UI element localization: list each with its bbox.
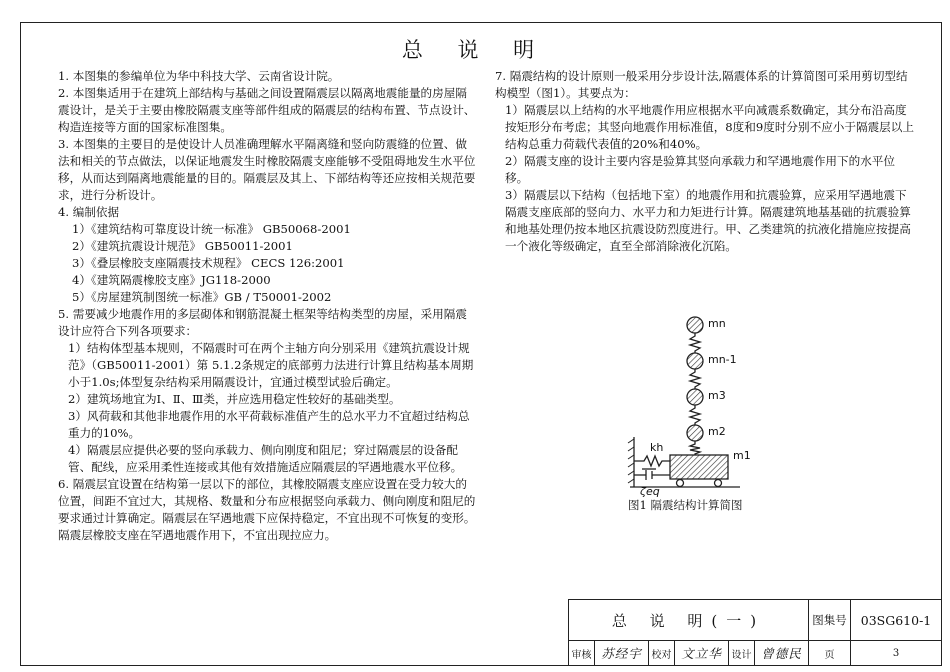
sheet-title: 总 说 明(一) (569, 600, 809, 640)
atlas-number-label: 图集号 (809, 600, 851, 640)
title-block (568, 599, 942, 666)
design-signature: 曾德民 (755, 640, 809, 666)
para-2: 2. 本图集适用于在建筑上部结构与基础之间设置隔震层以隔离地震能量的房屋隔震设计，是关于主要由橡胶隔震支座等部件组成的隔震层的结构布置、节点设计、构造连接等方面的国家标准图集。 (58, 86, 476, 134)
isolation-model-figure (600, 305, 820, 498)
para-5: 5. 需要减少地震作用的多层砌体和钢筋混凝土框架等结构类型的房屋，采用隔震设计应符合下列各项要求： (58, 307, 467, 338)
design-point-item: 1）隔震层以上结构的水平地震作用应根据水平向减震系数确定，其分布沿高度按矩形分布考虑；其竖向地震作用标准值，8度和9度时分别不应小于隔震层以上结构总重力荷载代表值的20%和40%。 (505, 103, 914, 151)
design-point-item: 3）隔震层以下结构（包括地下室）的地震作用和抗震验算，应采用罕遇地震下隔震支座底部的竖向力、水平力和力矩进行计算。隔震建筑地基基础的抗震验算和地基处理仍按本地区抗震设防烈度进行。甲、乙类建筑的抗液化措施应按提高一个液化等级确定，直至全部消除液化沉陷。 (505, 188, 911, 253)
right-column (495, 68, 915, 255)
para-1: 1. 本图集的参编单位为华中科技大学、云南省设计院。 (58, 69, 340, 83)
requirement-item: 1）结构体型基本规则，不隔震时可在两个主轴方向分别采用《建筑抗震设计规范》（GB50011-2001）第 5.1.2条规定的底部剪力法进行计算且结构基本周期小于1.0s;体型复杂结构采用隔震设计，宜通过模型试验后确定。 (68, 341, 474, 389)
title-block-row-2 (569, 640, 941, 666)
review-signature: 苏经宇 (595, 640, 649, 666)
check-label: 校对 (649, 640, 675, 666)
para-6: 6. 隔震层宜设置在结构第一层以下的部位，其橡胶隔震支座应设置在受力较大的位置，间距不宜过大，其规格、数量和分布应根据竖向承载力、侧向刚度和阻尼的要求通过计算确定。隔震层在罕遇地震下应保持稳定，不宜出现不可恢复的变形。隔震层橡胶支座在罕遇地震作用下，不宜出现拉应力。 (58, 477, 476, 542)
title-block-row-1 (569, 600, 941, 641)
label-kh: kh (650, 441, 664, 454)
reference-item: 1）《建筑结构可靠度设计统一标准》 GB50068-2001 (72, 222, 351, 236)
label-m1: m1 (733, 449, 751, 462)
page-number: 3 (892, 647, 900, 659)
label-ceq: ζeq (640, 485, 660, 498)
reference-item: 4）《建筑隔震橡胶支座》JG118-2000 (72, 273, 271, 287)
reference-item: 2）《建筑抗震设计规范》 GB50011-2001 (72, 239, 293, 253)
page-title: 总 说 明 (401, 38, 549, 62)
reference-item: 3）《叠层橡胶支座隔震技术规程》 CECS 126:2001 (72, 256, 345, 270)
para-7: 7. 隔震结构的设计原则一般采用分步设计法,隔震体系的计算简图可采用剪切型结构模型（图1）。其要点为： (495, 69, 908, 100)
design-label: 设计 (729, 640, 755, 666)
atlas-number: 03SG610-1 (860, 612, 932, 628)
label-mn-1: mn-1 (708, 353, 737, 366)
page-label: 页 (809, 640, 851, 666)
left-column (58, 68, 478, 544)
requirement-item: 3）风荷载和其他非地震作用的水平荷载标准值产生的总水平力不宜超过结构总重力的10%。 (68, 409, 470, 440)
label-m3: m3 (708, 389, 726, 402)
label-mn: mn (708, 317, 726, 330)
review-label: 审核 (569, 640, 595, 666)
para-4-heading: 4. 编制依据 (58, 205, 120, 219)
reference-item: 5）《房屋建筑制图统一标准》GB / T50001-2002 (72, 290, 332, 304)
figure-caption: 图1 隔震结构计算简图 (628, 498, 743, 512)
requirement-item: 4）隔震层应提供必要的竖向承载力、侧向刚度和阻尼；穿过隔震层的设备配管、配线，应采用柔性连接或其他有效措施适应隔震层的罕遇地震水平位移。 (68, 443, 463, 474)
para-3: 3. 本图集的主要目的是使设计人员准确理解水平隔离缝和竖向防震缝的位置、做法和相关的节点做法，以保证地震发生时橡胶隔震支座能够不受阻碍地发生水平位移，从而达到隔离地震能量的目的。隔震层及其上、下部结构等还应按相关规范要求，进行分析设计。 (58, 137, 476, 202)
label-m2: m2 (708, 425, 726, 438)
design-point-item: 2）隔震支座的设计主要内容是验算其竖向承载力和罕遇地震作用下的水平位移。 (505, 154, 895, 185)
requirement-item: 2）建筑场地宜为Ⅰ、Ⅱ、Ⅲ类，并应选用稳定性较好的基础类型。 (68, 392, 401, 406)
check-signature: 文立华 (675, 640, 729, 666)
